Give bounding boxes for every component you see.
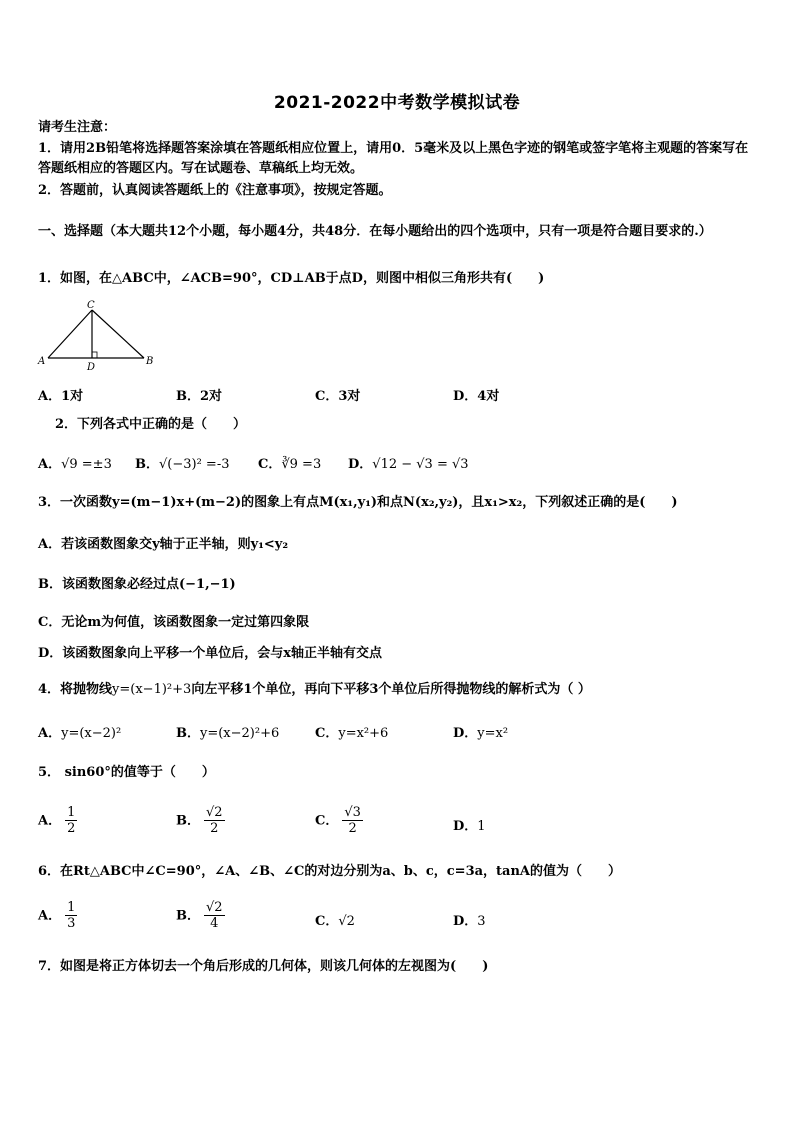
q2-option-c-label: C． — [258, 457, 282, 472]
q4-stem — [38, 680, 591, 700]
q6-option-d — [453, 910, 486, 929]
q4-option-b — [176, 722, 279, 741]
q3-option-d: D．该函数图象向上平移一个单位后，会与x轴正半轴有交点 — [38, 646, 383, 661]
side-ac — [48, 310, 92, 358]
q3-option-b: B．该函数图象必经过点(−1,−1) — [38, 577, 236, 592]
q6-option-a-fraction — [65, 900, 77, 932]
q2-option-d-expr: √12 − √3 = √3 — [372, 457, 469, 472]
q6-option-a-num: 1 — [67, 900, 76, 915]
right-angle-mark — [92, 352, 97, 358]
q6-option-b-label: B． — [176, 908, 200, 924]
q5-option-a-den: 2 — [67, 821, 76, 836]
q4-stem-expr: y=(x−1)²+3 — [112, 682, 192, 697]
q4-option-c-label: C． — [315, 726, 339, 741]
q5-option-b-fraction — [204, 805, 225, 837]
q2-option-d-label: D． — [348, 457, 373, 472]
q2-option-a-label: A． — [38, 457, 62, 472]
q4-option-c — [315, 722, 388, 741]
q5-option-c-num: √3 — [344, 805, 361, 820]
q6-option-a-den: 3 — [67, 916, 76, 931]
q4-option-a — [38, 722, 121, 741]
q2-option-b-label: B． — [135, 457, 159, 472]
q4-option-b-expr: y=(x−2)²+6 — [200, 726, 280, 741]
q5-option-d — [453, 815, 486, 834]
q2-option-b — [135, 453, 230, 472]
page-title: 2021-2022中考数学模拟试卷 — [273, 93, 521, 113]
q3-option-c: C．无论m为何值，该函数图象一定过第四象限 — [38, 615, 310, 630]
q1-stem: 1．如图，在△ABC中，∠ACB=90°，CD⊥AB于点D，则图中相似三角形共有( ) — [38, 271, 545, 286]
q1-option-c: C．3对 — [315, 389, 361, 404]
notice-item-2: 2．答题前，认真阅读答题纸上的《注意事项》，按规定答题。 — [38, 183, 392, 198]
q5-option-a-label: A． — [38, 813, 62, 829]
q2-option-b-expr: √(−3)² =-3 — [159, 457, 230, 472]
q5-option-a-fraction — [65, 805, 77, 837]
q2-option-a — [38, 453, 112, 472]
q5-stem: 5． sin60°的值等于（ ） — [38, 765, 215, 780]
q1-option-d: D．4对 — [453, 389, 500, 404]
q5-option-b — [176, 805, 225, 837]
q1-option-a: A．1对 — [38, 389, 84, 404]
q3-stem: 3．一次函数y=(m−1)x+(m−2)的图象上有点M(x₁,y₁)和点N(x₂,y₂)，且x₁>x₂，下列叙述正确的是( ) — [38, 495, 678, 510]
q6-option-c-expr: √2 — [338, 914, 355, 929]
q6-option-b — [176, 900, 225, 932]
q5-option-c-label: C． — [315, 813, 339, 829]
q4-stem-prefix: 4．将抛物线 — [38, 682, 113, 697]
q5-option-b-label: B． — [176, 813, 200, 829]
q2-option-c — [258, 453, 321, 472]
notice-item-1: 1．请用2B铅笔将选择题答案涂填在答题纸相应位置上，请用0．5毫米及以上黑色字迹的钢笔或签字笔将主观题的答案写在答题纸相应的答题区内。写在试题卷、草稿纸上均无效。 — [38, 141, 749, 176]
q6-option-b-den: 4 — [210, 916, 219, 931]
q4-option-c-expr: y=x²+6 — [338, 726, 389, 741]
q1-option-b: B．2对 — [176, 389, 223, 404]
q6-option-d-label: D． — [453, 914, 478, 929]
q6-option-a — [38, 900, 77, 932]
q5-option-a — [38, 805, 77, 837]
q6-option-d-expr: 3 — [477, 914, 486, 929]
q6-option-c-label: C． — [315, 914, 339, 929]
q3-option-a: A．若该函数图象交y轴于正半轴，则y₁<y₂ — [38, 537, 289, 552]
q2-option-a-expr: √9 =±3 — [61, 457, 112, 472]
q4-option-a-expr: y=(x−2)² — [61, 726, 122, 741]
q5-option-c — [315, 805, 363, 837]
q5-option-d-label: D． — [453, 819, 478, 834]
q4-option-d-expr: y=x² — [477, 726, 509, 741]
q1-triangle-figure — [36, 298, 166, 372]
q6-option-a-label: A． — [38, 908, 62, 924]
side-cb — [92, 310, 144, 358]
label-c: C — [87, 300, 95, 311]
q5-option-b-den: 2 — [210, 821, 219, 836]
label-a: A — [38, 356, 46, 367]
q2-stem: 2．下列各式中正确的是（ ） — [55, 417, 247, 432]
q5-option-b-num: √2 — [206, 805, 223, 820]
q7-stem: 7．如图是将正方体切去一个角后形成的几何体，则该几何体的左视图为( ) — [38, 959, 489, 974]
q4-stem-suffix: 向左平移1个单位，再向下平移3个单位后所得抛物线的解析式为（ ） — [191, 682, 591, 697]
q4-option-b-label: B． — [176, 726, 200, 741]
q2-option-c-expr: ∛9 =3 — [281, 457, 322, 472]
q6-stem: 6．在Rt△ABC中∠C=90°，∠A、∠B、∠C的对边分别为a、b、c，c=3a，tanA的值为（ ） — [38, 864, 622, 879]
q5-option-d-expr: 1 — [477, 819, 486, 834]
q6-option-c — [315, 910, 355, 929]
label-b: B — [146, 356, 154, 367]
q5-option-a-num: 1 — [67, 805, 76, 820]
q2-option-d — [348, 453, 469, 472]
section-heading: 一、选择题（本大题共12个小题，每小题4分，共48分．在每小题给出的四个选项中，只有一项是符合题目要求的.） — [38, 224, 712, 239]
q4-option-d-label: D． — [453, 726, 478, 741]
q5-option-c-den: 2 — [348, 821, 357, 836]
q4-option-d — [453, 722, 508, 741]
q4-option-a-label: A． — [38, 726, 62, 741]
q6-option-b-num: √2 — [206, 900, 223, 915]
q6-option-b-fraction — [204, 900, 225, 932]
notice-heading: 请考生注意： — [38, 120, 117, 135]
q5-option-c-fraction — [342, 805, 363, 837]
label-d: D — [87, 362, 96, 372]
